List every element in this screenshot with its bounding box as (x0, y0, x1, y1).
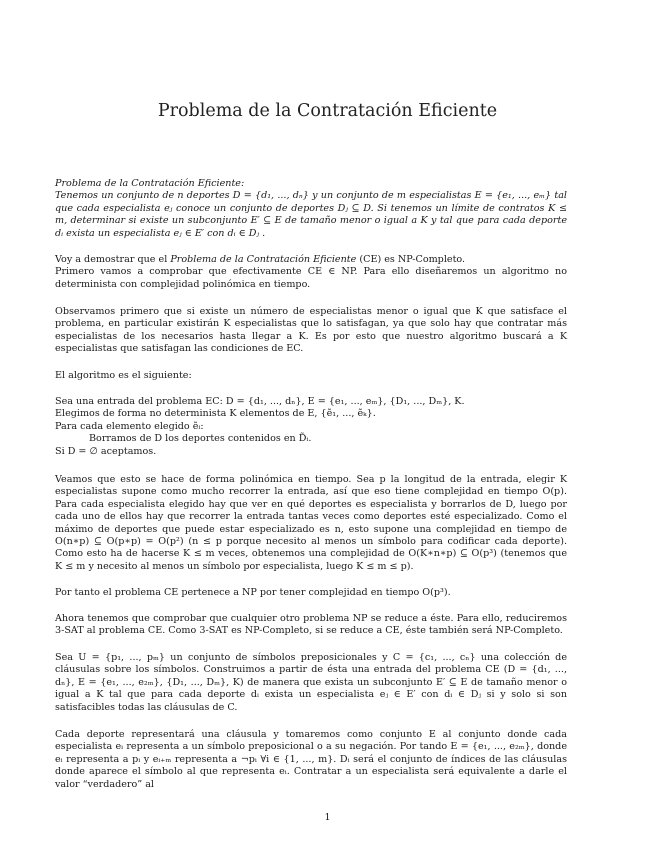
algorithm-block (55, 396, 567, 458)
page-number: 1 (324, 812, 331, 823)
intro-post: (CE) es NP-Completo. (356, 254, 466, 265)
definition-heading: Problema de la Contratación Eficiente: (55, 178, 245, 189)
algorithm-line-4: Borramos de D los deportes contenidos en D̃ᵢ. (89, 433, 312, 445)
page-title: Problema de la Contratación Eficiente (157, 101, 498, 121)
intro-line2: Primero vamos a comprobar que efectivamente CE ∈ NP. Para ello diseñaremos un algoritmo no determinista con complejidad polinómica en tiempo. (55, 266, 567, 290)
algorithm-line-3: Para cada elemento elegido ẽᵢ: (55, 420, 204, 432)
paragraph-polynomial: Veamos que esto se hace de forma polinómica en tiempo. Sea p la longitud de la entrada, elegir K especialistas supone como mucho recorrer la entrada, así que eso tiene complejidad en tiempo O(p). Para cada especialista elegido hay que ver en qué deportes es especialista y borrarlos de D, luego por cada uno de ellos hay que recorrer la entrada tantas veces como deportes esté especializado. Como el máximo de deportes que puede estar especializado es n, esto supone una complejidad en tiempo de O(n∗p) ⊆ O(p∗p) = O(p²) (n ≤ p porque necesito al menos un símbolo para codificar cada deporte). Como esto ha de hacerse K ≤ m veces, obtenemos una complejidad de O(K∗n∗p) ⊆ O(p³) (tenemos que K ≤ m y necesito al menos un símbolo por especialista, luego K ≤ m ≤ p). (55, 474, 567, 572)
paragraph-reduction: Ahora tenemos que comprobar que cualquier otro problema NP se reduce a éste. Para ello, reduciremos 3-SAT al problema CE. Como 3-SAT es NP-Completo, si se reduce a CE, éste también será NP-Completo. (55, 613, 567, 637)
paragraph-np-membership: Por tanto el problema CE pertenece a NP por tener complejidad en tiempo O(p³). (55, 587, 451, 598)
problem-definition (55, 178, 567, 240)
algorithm-line-5: Si D = ∅ aceptamos. (55, 445, 157, 457)
intro-problem-name: Problema de la Contratación Eficiente (170, 254, 357, 265)
algorithm-line-2: Elegimos de forma no determinista K elementos de E, {ẽ₁, ..., ẽₖ}. (55, 408, 376, 420)
paragraph-algorithm-intro: El algoritmo es el siguiente: (55, 370, 192, 381)
intro-paragraph (55, 254, 567, 291)
algorithm-line-1: Sea una entrada del problema EC: D = {d₁, ..., dₙ}, E = {e₁, ..., eₘ}, {D₁, ..., Dₘ}, K. (55, 396, 465, 407)
paragraph-mapping: Cada deporte representará una cláusula y tomaremos como conjunto E al conjunto donde cada especialista eᵢ representa a un símbolo preposicional o a su negación. Por tando E = {e₁, ..., e₂ₘ}, donde eᵢ representa a pᵢ y eᵢ₊ₘ representa a ¬pᵢ ∀i ∈ {1, ..., m}. Dᵢ será el conjunto de índices de las cláusulas donde aparece el símbolo al que representa eᵢ. Contratar a un especialista será equivalente a darle el valor “verdadero” al (55, 729, 567, 790)
definition-text: Tenemos un conjunto de n deportes D = {d₁, ..., dₙ} y un conjunto de m especialistas E = {e₁, ..., eₘ} tal que cada especialista eⱼ conoce un conjunto de deportes Dⱼ ⊆ D. Si tenemos un límite de contratos K ≤ m, determinar si existe un subconjunto E′ ⊆ E de tamaño menor o igual a K y tal que para cada deporte dᵢ exista un especialista eⱼ ∈ E′ con dᵢ ∈ Dⱼ . (55, 190, 567, 239)
paragraph-construction: Sea U = {p₁, ..., pₘ} un conjunto de símbolos preposicionales y C = {c₁, ..., cₙ} una colección de cláusulas sobre los símbolos. Construimos a partir de ésta una entrada del problema CE (D = {d₁, ..., dₙ}, E = {e₁, ..., e₂ₘ}, {D₁, ..., Dₘ}, K) de manera que exista un subconjunto E′ ⊆ E de tamaño menor o igual a K tal que para cada deporte dᵢ exista un especialista eⱼ ∈ E′ con dᵢ ∈ Dⱼ si y solo si son satisfacibles todas las cláusulas de C. (55, 652, 567, 713)
paragraph-observe: Observamos primero que si existe un número de especialistas menor o igual que K que satisface el problema, en particular existirán K especialistas que lo satisfagan, ya que solo hay que contratar más especialistas de los necesarios hasta llegar a K. Es por esto que nuestro algoritmo buscará a K especialistas que satisfagan las condiciones de EC. (55, 306, 567, 355)
intro-pre: Voy a demostrar que el (55, 254, 171, 265)
